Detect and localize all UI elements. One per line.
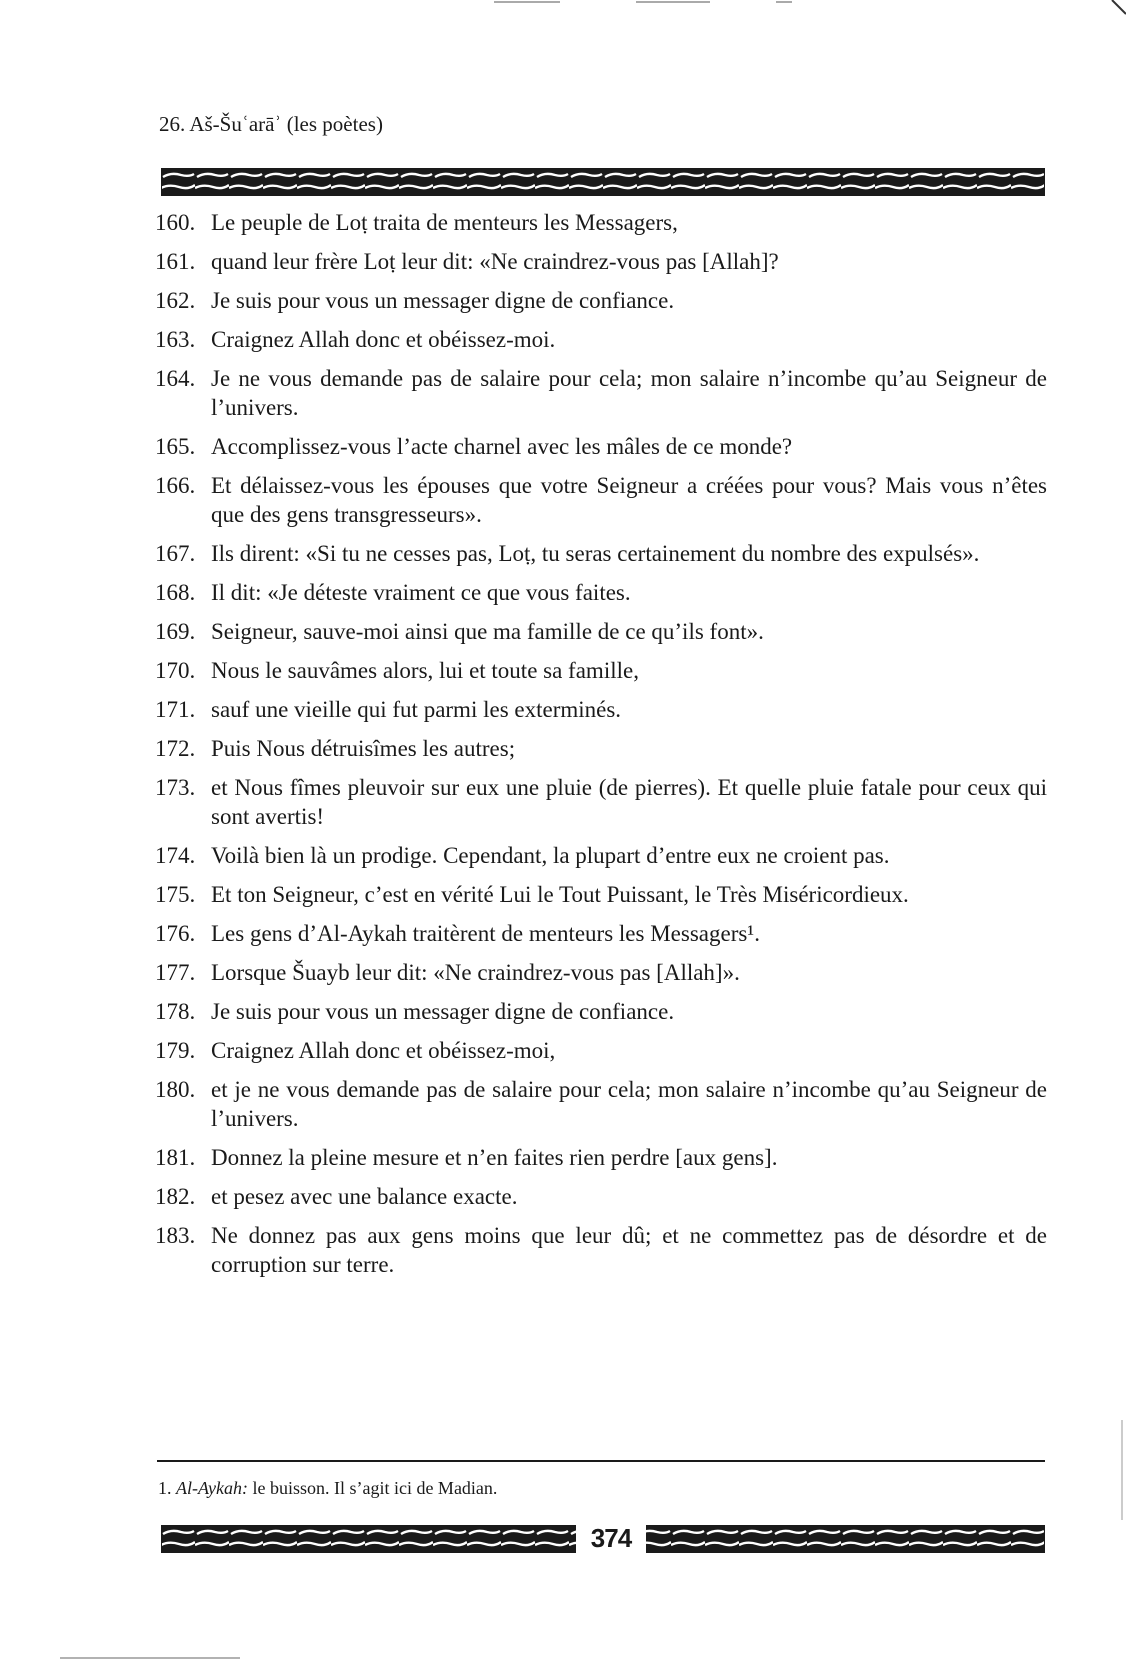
- verse-text: et je ne vous demande pas de salaire pour cela; mon salaire n’incombe qu’au Seigneur de l’univers.: [211, 1077, 1047, 1131]
- verse-text: Je suis pour vous un messager digne de confiance.: [211, 999, 675, 1024]
- verse-text: Et ton Seigneur, c’est en vérité Lui le Tout Puissant, le Très Miséricordieux.: [211, 882, 909, 907]
- verse-number: 170.: [155, 658, 196, 683]
- verse-text: Et délaissez-vous les épouses que votre Seigneur a créées pour vous? Mais vous n’êtes que des gens transgresseurs».: [211, 473, 1047, 527]
- verse: [155, 539, 1047, 568]
- verse-text: Craignez Allah donc et obéissez-moi,: [211, 1038, 556, 1063]
- verse: [155, 919, 1047, 948]
- verse: [155, 247, 1047, 276]
- verse-number: 183.: [155, 1223, 196, 1248]
- verse: [155, 841, 1047, 870]
- verse-number: 173.: [155, 775, 196, 800]
- verse-text: Nous le sauvâmes alors, lui et toute sa famille,: [211, 658, 639, 683]
- verse-text: Voilà bien là un prodige. Cependant, la plupart d’entre eux ne croient pas.: [211, 843, 890, 868]
- verse-number: 168.: [155, 580, 196, 605]
- verse-number: 181.: [155, 1145, 196, 1170]
- verse-number: 175.: [155, 882, 196, 907]
- verse-number: 166.: [155, 473, 196, 498]
- verse-list: [155, 208, 1047, 1289]
- verse: [155, 695, 1047, 724]
- verse-text: quand leur frère Loṭ leur dit: «Ne craindrez-vous pas [Allah]?: [211, 249, 779, 274]
- verse: [155, 734, 1047, 763]
- verse: [155, 1221, 1047, 1279]
- verse: [155, 471, 1047, 529]
- verse: [155, 286, 1047, 315]
- verse-text: sauf une vieille qui fut parmi les exterminés.: [211, 697, 622, 722]
- verse: [155, 1143, 1047, 1172]
- verse-number: 178.: [155, 999, 196, 1024]
- verse: [155, 1036, 1047, 1065]
- verse: [155, 1182, 1047, 1211]
- verse-text: Puis Nous détruisîmes les autres;: [211, 736, 516, 761]
- verse-text: Donnez la pleine mesure et n’en faites rien perdre [aux gens].: [211, 1145, 778, 1170]
- verse-text: Craignez Allah donc et obéissez-moi.: [211, 327, 556, 352]
- verse: [155, 617, 1047, 646]
- verse-number: 162.: [155, 288, 196, 313]
- verse-text: Ils dirent: «Si tu ne cesses pas, Loṭ, tu seras certainement du nombre des expulsés».: [211, 541, 980, 566]
- page-number: 374: [576, 1520, 646, 1556]
- verse-number: 167.: [155, 541, 196, 566]
- verse-text: Le peuple de Loṭ traita de menteurs les Messagers,: [211, 210, 678, 235]
- verse-number: 176.: [155, 921, 196, 946]
- verse: [155, 208, 1047, 237]
- verse-number: 172.: [155, 736, 196, 761]
- verse: [155, 656, 1047, 685]
- verse-text: Seigneur, sauve-moi ainsi que ma famille de ce qu’ils font».: [211, 619, 764, 644]
- verse-text: Les gens d’Al-Aykah traitèrent de menteurs les Messagers¹.: [211, 921, 760, 946]
- verse: [155, 325, 1047, 354]
- verse-number: 163.: [155, 327, 196, 352]
- verse: [155, 578, 1047, 607]
- footnote-term: Al-Aykah:: [176, 1478, 248, 1498]
- footnote-text: le buisson. Il s’agit ici de Madian.: [252, 1478, 498, 1498]
- footnote: [158, 1478, 497, 1499]
- verse-text: Accomplissez-vous l’acte charnel avec les mâles de ce monde?: [211, 434, 793, 459]
- running-header: 26. Aš-Šuʿarāʾ (les poètes): [159, 112, 383, 136]
- verse: [155, 958, 1047, 987]
- verse-text: Lorsque Šuayb leur dit: «Ne craindrez-vous pas [Allah]».: [211, 960, 740, 985]
- verse-text: Je ne vous demande pas de salaire pour cela; mon salaire n’incombe qu’au Seigneur de l’univers.: [211, 366, 1047, 420]
- verse-text: Il dit: «Je déteste vraiment ce que vous faites.: [211, 580, 631, 605]
- verse-number: 169.: [155, 619, 196, 644]
- verse: [155, 773, 1047, 831]
- verse-number: 164.: [155, 366, 196, 391]
- ornamental-band-top: [161, 168, 1045, 196]
- verse-text: et pesez avec une balance exacte.: [211, 1184, 518, 1209]
- verse-number: 179.: [155, 1038, 196, 1063]
- verse: [155, 880, 1047, 909]
- verse-number: 161.: [155, 249, 196, 274]
- verse-number: 174.: [155, 843, 196, 868]
- verse: [155, 432, 1047, 461]
- verse-text: Ne donnez pas aux gens moins que leur dû; et ne commettez pas de désordre et de corruption sur terre.: [211, 1223, 1047, 1277]
- footnote-marker: 1.: [158, 1478, 172, 1498]
- verse-number: 177.: [155, 960, 196, 985]
- verse: [155, 997, 1047, 1026]
- verse-number: 171.: [155, 697, 196, 722]
- verse: [155, 1075, 1047, 1133]
- verse-number: 182.: [155, 1184, 196, 1209]
- verse-number: 160.: [155, 210, 196, 235]
- verse-text: Je suis pour vous un messager digne de confiance.: [211, 288, 675, 313]
- verse: [155, 364, 1047, 422]
- verse-number: 180.: [155, 1077, 196, 1102]
- verse-text: et Nous fîmes pleuvoir sur eux une pluie (de pierres). Et quelle pluie fatale pour ceux qui sont avertis!: [211, 775, 1047, 829]
- footnote-divider: [157, 1460, 1045, 1462]
- verse-number: 165.: [155, 434, 196, 459]
